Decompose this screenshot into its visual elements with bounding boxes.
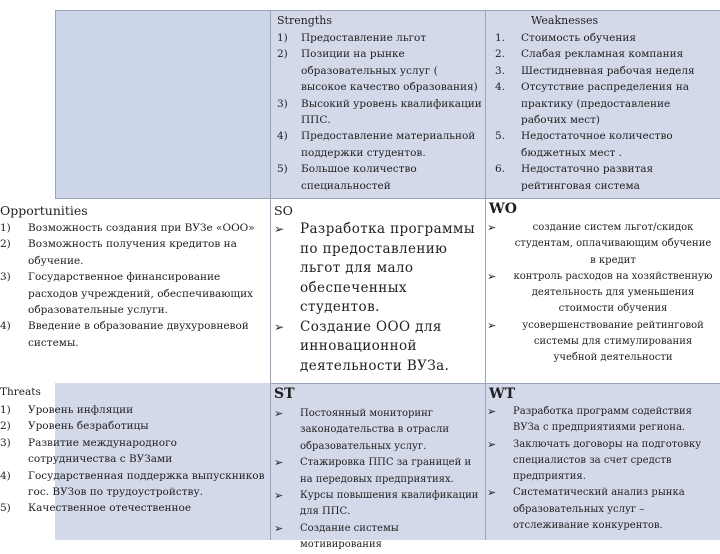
wt-cell — [485, 383, 720, 540]
arrow-bullet-icon: ➢ — [487, 437, 497, 451]
opportunity-item: 2) Возможность получения кредитов на обучение. — [0, 238, 237, 267]
weakness-item: 4. Отсутствие распределения на практику (предоставление рабочих мест) — [495, 81, 690, 127]
threat-item: 3) Развитие международного сотрудничества с ВУЗами — [0, 436, 177, 466]
strength-item: 1) Предоставление льгот — [277, 32, 427, 44]
weakness-item: 5. Недостаточное количество бюджетных мест . — [495, 130, 673, 159]
st-item: ➢ Создание системы мотивирования — [274, 521, 399, 551]
threat-item: 4) Государственная поддержка выпускников гос. ВУЗов по трудоустройству. — [0, 469, 265, 499]
opportunity-item: 1) Возможность создания при ВУЗе «ООО» — [0, 222, 255, 234]
arrow-bullet-icon: ➢ — [487, 221, 497, 234]
grid-line — [270, 383, 720, 384]
wo-item: ➢ создание систем льгот/скидок студентам, оплачивающим обучение в кредит — [487, 221, 712, 266]
so-item: ➢ Разработка программы по предоставлению льгот для мало обеспеченных студентов. — [274, 221, 475, 315]
arrow-bullet-icon: ➢ — [274, 407, 284, 420]
weakness-item: 2. Слабая рекламная компания — [495, 48, 684, 61]
opportunity-item: 4) Введение в образование двухуровневой системы. — [0, 320, 249, 349]
weakness-item: 3. Шестидневная рабочая неделя — [495, 64, 695, 77]
threats-title: Threats — [0, 386, 41, 398]
strengths-cell — [270, 10, 485, 198]
arrow-bullet-icon: ➢ — [274, 319, 285, 334]
opportunities-title: Opportunities — [0, 203, 88, 218]
wo-cell — [485, 198, 720, 383]
strength-item: 3) Высокий уровень квалификации ППС. — [277, 97, 482, 127]
so-title: SO — [274, 203, 293, 218]
strength-item: 2) Позиции на рынке образовательных услуг ( высокое качество образования) — [277, 48, 478, 94]
wt-title: WT — [489, 386, 516, 402]
so-cell — [270, 198, 485, 383]
opportunities-cell — [0, 198, 270, 383]
wo-item: ➢ контроль расходов на хозяйственную деятельность для уменьшения стоимости обучения — [487, 269, 713, 315]
arrow-bullet-icon: ➢ — [274, 222, 285, 236]
threat-item: 2) Уровень безработицы — [0, 420, 149, 433]
weakness-item: 1. Стоимость обучения — [495, 32, 636, 44]
st-cell — [270, 383, 485, 551]
arrow-bullet-icon: ➢ — [487, 318, 497, 332]
arrow-bullet-icon: ➢ — [274, 521, 284, 535]
arrow-bullet-icon: ➢ — [274, 489, 284, 503]
strength-item: 4) Предоставление материальной поддержки студентов. — [277, 130, 476, 159]
wo-title: WO — [489, 201, 517, 217]
corner-cell — [55, 10, 270, 198]
arrow-bullet-icon: ➢ — [487, 269, 497, 283]
arrow-bullet-icon: ➢ — [487, 486, 497, 500]
threat-item: 1) Уровень инфляции — [0, 404, 134, 416]
grid-line — [270, 10, 271, 540]
wt-item: ➢ Разработка программ содействия ВУЗа с предприятиями региона. — [487, 405, 692, 434]
weakness-item: 6. Недостаточно развитая рейтинговая система — [495, 163, 654, 192]
st-item: ➢ Постоянный мониторинг законодательства в отрасли образовательных услуг. — [274, 407, 449, 452]
wt-item: ➢ Систематический анализ рынка образовательных услуг – отслеживание конкурентов. — [487, 486, 685, 532]
wt-item: ➢ Заключать договоры на подготовку специалистов за счет средств предприятия. — [487, 437, 702, 483]
so-item: ➢ Создание ООО для инновационной деятельности ВУЗа. — [274, 318, 450, 374]
strength-item: 5) Большое количество специальностей — [277, 163, 417, 192]
grid-line — [55, 198, 720, 199]
st-item: ➢ Курсы повышения квалификации для ППС. — [274, 489, 479, 518]
wo-item: ➢ усовершенствование рейтинговой системы для стимулирования учебной деятельности — [487, 318, 704, 364]
threats-cell — [0, 383, 270, 540]
st-title: ST — [274, 386, 295, 402]
st-item: ➢ Стажировка ППС за границей и на передовых предприятиях. — [274, 456, 472, 485]
weaknesses-title: Weaknesses — [531, 14, 599, 27]
threat-item: 5) Качественное отечественное — [0, 502, 192, 515]
arrow-bullet-icon: ➢ — [487, 405, 497, 418]
weaknesses-cell — [485, 10, 720, 198]
grid-line — [55, 10, 56, 198]
arrow-bullet-icon: ➢ — [274, 456, 284, 470]
grid-line — [485, 10, 486, 540]
opportunity-item: 3) Государственное финансирование расходов учреждений, обеспечивающих образовательные услуги. — [0, 271, 254, 317]
grid-line — [55, 10, 720, 11]
strengths-title: Strengths — [277, 14, 332, 27]
